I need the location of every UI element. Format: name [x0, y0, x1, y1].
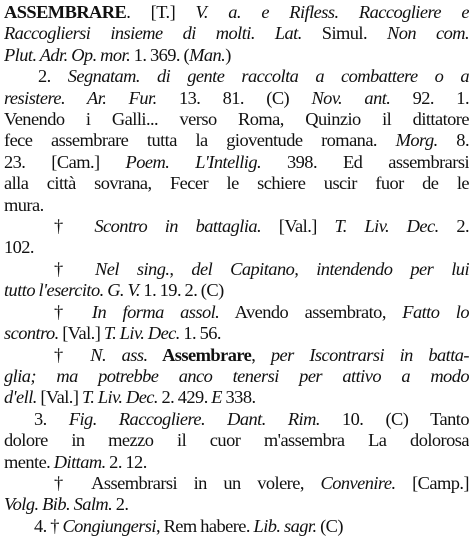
italic-text: Dittam.: [53, 451, 106, 472]
text-line: [4, 387, 469, 408]
text-line: [4, 2, 469, 23]
text-segment: † Assembrarsi in un volere,: [54, 472, 321, 493]
text-segment: mura.: [4, 194, 44, 215]
italic-text: T. Liv. Dec.: [103, 323, 180, 344]
text-segment: [Val.]: [58, 323, 104, 344]
text-segment: 10. (C) Tanto: [319, 408, 469, 429]
italic-text: T. Liv. Dec.: [334, 216, 439, 237]
text-segment: [Camp.]: [395, 472, 469, 493]
italic-text: Plut. Adr. Op. mor.: [4, 44, 131, 65]
text-segment: 102.: [4, 237, 34, 258]
text-line: [4, 366, 469, 387]
italic-text: Nel sing., del Capitano, intendendo per lui: [95, 258, 469, 279]
text-line: [4, 216, 469, 237]
italic-text: In forma assol.: [91, 301, 220, 322]
italic-text: Volg. Bib. Salm.: [4, 494, 113, 515]
text-line: [4, 473, 469, 494]
text-segment: [Val.]: [261, 216, 335, 237]
italic-text: Non com.: [386, 23, 469, 44]
text-segment: 13. 81. (C): [156, 87, 312, 108]
text-line: [4, 409, 469, 430]
text-segment: †: [54, 301, 92, 322]
text-segment: dolore in mezzo il cuor m'assembra La dolorosa: [4, 430, 469, 451]
italic-text: Scontro in battaglia.: [94, 216, 262, 237]
italic-text: per Iscontrarsi in batta-: [270, 344, 469, 365]
italic-text: V. a. e Rifless. Raccogliere e: [195, 2, 469, 22]
italic-text: Morg.: [395, 130, 438, 151]
headword: Assembrare: [147, 344, 252, 365]
text-segment: 23. [Cam.]: [4, 151, 126, 172]
text-line: [4, 195, 469, 216]
text-line: [4, 23, 469, 44]
headword: ASSEMBRARE: [4, 2, 127, 22]
text-segment: 3.: [34, 408, 69, 429]
text-line: [4, 259, 469, 280]
text-segment: . [T.]: [126, 2, 196, 22]
text-segment: 2.: [438, 216, 469, 237]
italic-text: T. Liv. Dec.: [81, 387, 158, 408]
text-line: [4, 66, 469, 87]
text-segment: 1. 369. (: [130, 44, 190, 65]
italic-text: Man.: [189, 44, 226, 65]
italic-text: scontro.: [4, 323, 59, 344]
text-line: [4, 494, 469, 515]
text-segment: 2.: [38, 66, 68, 87]
text-segment: 8.: [437, 130, 469, 151]
text-segment: 398. Ed assembrarsi: [261, 151, 469, 172]
text-segment: Avendo assembrato,: [219, 301, 403, 322]
italic-text: Segnatam. di gente raccolta a combattere o a: [67, 66, 469, 87]
text-segment: Venendo i Galli... verso Roma, Quinzio il dittatore: [4, 109, 469, 130]
italic-text: Fig. Raccogliere. Dant. Rim.: [68, 408, 320, 429]
italic-text: Convenire.: [320, 472, 396, 493]
text-line: [4, 452, 469, 473]
text-segment: 338.: [221, 387, 256, 408]
text-segment: 2.: [112, 494, 129, 515]
dictionary-entry: [4, 2, 469, 537]
text-segment: 2. 12.: [105, 451, 147, 472]
text-segment: fece assembrare tutta la gioventude romana.: [4, 130, 396, 151]
italic-text: Raccogliersi insieme di molti. Lat.: [4, 23, 302, 44]
text-line: [4, 173, 469, 194]
text-segment: 2. 429.: [157, 387, 212, 408]
text-segment: †: [54, 344, 91, 365]
text-segment: , Rem habere.: [155, 515, 254, 536]
italic-text: Poem. L'Intellig.: [125, 151, 262, 172]
text-segment: 92. 1.: [390, 87, 469, 108]
text-segment: ): [225, 44, 231, 65]
text-segment: (C): [316, 515, 343, 536]
text-line: [4, 516, 469, 537]
text-segment: ,: [251, 344, 271, 365]
italic-text: tutto l'esercito. G. V.: [4, 280, 140, 301]
text-line: [4, 152, 469, 173]
text-segment: †: [54, 258, 96, 279]
italic-text: d'ell.: [4, 387, 37, 408]
italic-text: Lib. sagr.: [253, 515, 317, 536]
text-segment: 1. 19. 2. (C): [139, 280, 224, 301]
text-line: [4, 430, 469, 451]
text-line: [4, 302, 469, 323]
italic-text: Nov. ant.: [311, 87, 391, 108]
text-segment: Simul.: [301, 23, 387, 44]
text-segment: 4. †: [34, 515, 63, 536]
text-segment: mente.: [4, 451, 54, 472]
italic-text: Congiungersi: [62, 515, 156, 536]
text-segment: 1. 56.: [179, 323, 221, 344]
text-line: [4, 237, 469, 258]
text-segment: †: [54, 216, 95, 237]
text-segment: alla città sovrana, Fecer le schiere uscir fuor de le: [4, 173, 469, 194]
italic-text: Fatto lo: [402, 301, 469, 322]
text-segment: [Val.]: [36, 387, 82, 408]
text-line: [4, 345, 469, 366]
italic-text: glia; ma potrebbe anco tenersi per attivo a modo: [4, 365, 469, 386]
text-line: [4, 280, 469, 301]
text-line: [4, 323, 469, 344]
italic-text: resistere. Ar. Fur.: [4, 87, 157, 108]
text-line: [4, 130, 469, 151]
italic-text: N. ass.: [90, 344, 148, 365]
text-line: [4, 45, 469, 66]
text-line: [4, 109, 469, 130]
italic-text: E: [211, 387, 222, 408]
text-line: [4, 88, 469, 109]
